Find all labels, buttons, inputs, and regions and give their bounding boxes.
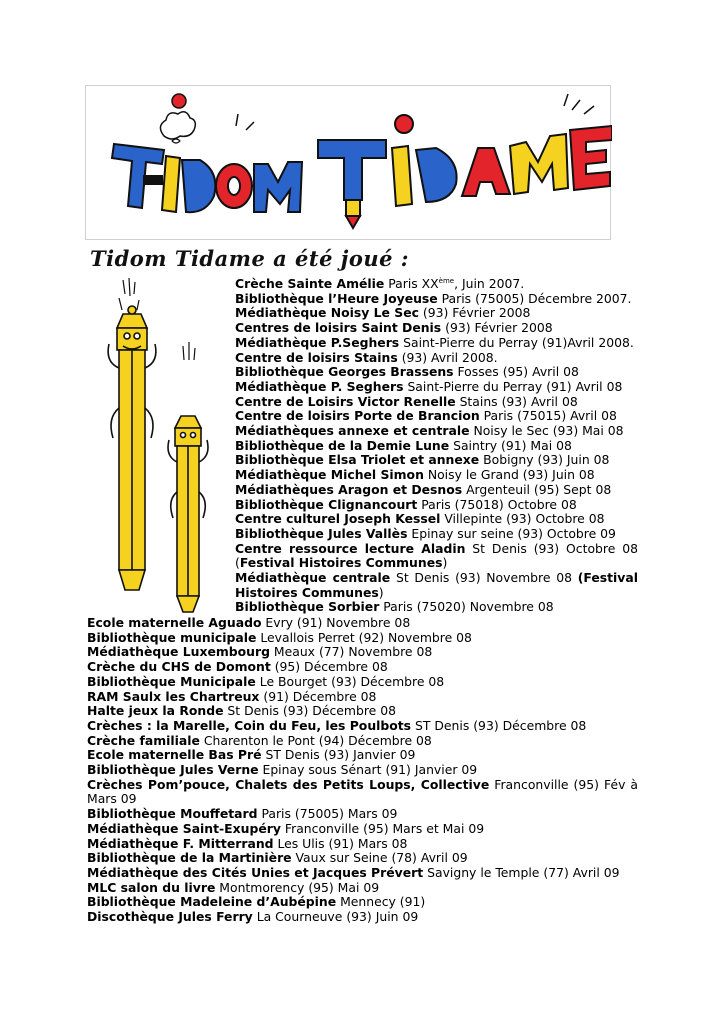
venue-name: Médiathèque Luxembourg <box>87 644 270 660</box>
list-item <box>87 675 638 690</box>
list-item <box>235 409 638 424</box>
venue-details: (93) Février 2008 <box>441 320 553 336</box>
list-item <box>87 807 638 822</box>
list-item <box>235 351 638 366</box>
venue-name: Bibliothèque Jules Vallès <box>235 525 408 541</box>
letter-a-2 <box>462 148 510 196</box>
tall-pencil-character-icon <box>108 306 156 590</box>
letter-m-1 <box>254 162 302 212</box>
venue-name: Bibliothèque Madeleine d’Aubépine <box>87 894 337 910</box>
venue-details: (95) Décembre 08 <box>270 659 388 675</box>
venue-name: Médiathèque F. Mitterrand <box>87 835 274 851</box>
pencil-body-icon <box>346 200 360 216</box>
venue-details: Noisy le Sec (93) Mai 08 <box>469 423 624 439</box>
venue-name: Halte jeux la Ronde <box>87 703 224 719</box>
venue-name: Ecole maternelle Aguado <box>87 615 262 630</box>
venue-name: Centre de Loisirs Victor Renelle <box>235 393 456 409</box>
list-item <box>235 498 638 513</box>
list-item: Crèche Sainte Amélie Paris XXème, Juin 2007. <box>235 276 525 291</box>
venue-name: Centre de loisirs Porte de Brancion <box>235 408 480 424</box>
list-item <box>87 645 638 660</box>
venue-name: Bibliothèque de la Martinière <box>87 850 292 866</box>
venue-name: Médiathèque Noisy Le Sec <box>235 305 419 321</box>
list-item <box>87 704 638 719</box>
venue-details: La Courneuve (93) Juin 09 <box>252 909 419 925</box>
venue-name: Médiathèques annexe et centrale <box>235 423 470 439</box>
venue-details: Paris (75005) Mars 09 <box>257 806 398 822</box>
list-item <box>87 866 638 881</box>
list-item: Médiathèque centrale St Denis (93) Novembre 08 (Festival Histoires Communes) <box>235 570 638 600</box>
list-item <box>87 881 638 896</box>
list-item <box>235 439 638 454</box>
venue-details: Paris (75015) Avril 08 <box>479 408 617 424</box>
venue-list-right-items <box>235 292 638 542</box>
letter-t-2 <box>318 140 386 200</box>
list-item <box>235 380 638 395</box>
list-item <box>87 778 638 807</box>
venue-name: Bibliothèque de la Demie Lune <box>235 437 450 453</box>
venue-name: Crèche familiale <box>87 732 200 748</box>
venue-details: Epinay sous Sénart (91) Janvier 09 <box>258 762 478 778</box>
venue-name: Crèches : la Marelle, Coin du Feu, les Poulbots <box>87 717 412 733</box>
logo-word-2 <box>318 115 612 228</box>
list-item <box>235 453 638 468</box>
venue-details: Vaux sur Seine (78) Avril 09 <box>291 850 468 866</box>
venue-details: Saintry (91) Mai 08 <box>449 437 572 453</box>
list-item <box>235 468 638 483</box>
list-item <box>87 631 638 646</box>
venue-details: (93) Février 2008 <box>418 305 531 321</box>
logo-word-1 <box>112 144 302 212</box>
venue-name: Centre culturel Joseph Kessel <box>235 511 441 527</box>
venue-details: Saint-Pierre du Perray (91) Avril 08 <box>403 378 623 394</box>
list-item: Bibliothèque Sorbier Paris (75020) Novembre 08 <box>235 599 554 615</box>
venue-name: Centres de loisirs Saint Denis <box>235 320 442 336</box>
venue-details: Savigny le Temple (77) Avril 09 <box>423 864 620 880</box>
list-item <box>87 616 638 631</box>
list-item <box>235 424 638 439</box>
short-pencil-character-icon <box>168 416 208 612</box>
smoke-cloud-icon <box>160 112 195 139</box>
venue-name: Médiathèques Aragon et Desnos <box>235 481 463 497</box>
venue-details: Fosses (95) Avril 08 <box>453 364 579 380</box>
list-item <box>235 483 638 498</box>
letter-e-2 <box>570 126 612 190</box>
letter-m-2 <box>510 134 568 194</box>
list-item <box>235 365 638 380</box>
venue-name: Bibliothèque Georges Brassens <box>235 364 454 380</box>
venue-name: Médiathèque P. Seghers <box>235 378 404 394</box>
motion-lines <box>236 94 594 130</box>
venue-list-right <box>235 277 638 615</box>
list-item <box>87 910 638 925</box>
list-item <box>235 336 638 351</box>
venue-name: Bibliothèque Mouffetard <box>87 806 258 822</box>
venue-details: Les Ulis (91) Mars 08 <box>273 835 408 851</box>
venue-details: Epinay sur seine (93) Octobre 09 <box>407 525 616 541</box>
list-item <box>87 822 638 837</box>
venue-name: Bibliothèque Elsa Triolet et annexe <box>235 452 480 468</box>
venue-details: (91) Décembre 08 <box>259 688 377 704</box>
list-item <box>87 734 638 749</box>
venue-name: Centre de loisirs Stains <box>235 349 398 365</box>
list-item <box>235 292 638 307</box>
list-item <box>235 512 638 527</box>
venue-details: Franconville (95) Fév à Mars 09 <box>87 776 638 807</box>
venue-details: Stains (93) Avril 08 <box>455 393 578 409</box>
venue-name: Crèches Pom’pouce, Chalets des Petits Loups, Collective <box>87 776 490 792</box>
list-item <box>87 837 638 852</box>
list-item <box>235 527 638 542</box>
letter-d-1 <box>182 160 215 212</box>
venue-details: Meaux (77) Novembre 08 <box>269 644 433 660</box>
venue-name: MLC salon du livre <box>87 879 216 895</box>
red-ball-icon-2 <box>395 115 413 133</box>
venue-name: Crèche du CHS de Domont <box>87 659 271 675</box>
venue-details: Noisy le Grand (93) Juin 08 <box>423 467 595 483</box>
venue-details: Villepinte (93) Octobre 08 <box>440 511 605 527</box>
venue-details: Argenteuil (95) Sept 08 <box>462 481 612 497</box>
venue-details: Charenton le Pont (94) Décembre 08 <box>199 732 432 748</box>
list-item <box>87 851 638 866</box>
venue-details: ST Denis (93) Décembre 08 <box>411 717 587 733</box>
venue-name: RAM Saulx les Chartreux <box>87 688 260 704</box>
venue-name: Médiathèque Saint-Exupéry <box>87 820 281 836</box>
venue-name: Discothèque Jules Ferry <box>87 909 253 925</box>
list-item <box>235 395 638 410</box>
pencil-characters-illustration <box>105 278 230 622</box>
red-ball-icon <box>172 94 186 108</box>
venue-details: Paris (75005) Décembre 2007. <box>437 290 632 306</box>
letter-i-2 <box>392 146 412 206</box>
venue-list-full <box>87 616 638 925</box>
venue-details: Le Bourget (93) Décembre 08 <box>255 673 445 689</box>
list-item <box>87 660 638 675</box>
list-item <box>87 719 638 734</box>
list-item <box>87 690 638 705</box>
list-item <box>87 763 638 778</box>
venue-details: ST Denis (93) Janvier 09 <box>261 747 416 763</box>
venue-details: Paris (75018) Octobre 08 <box>417 496 577 512</box>
letter-d-2 <box>416 148 457 202</box>
venue-name: Bibliothèque municipale <box>87 629 257 645</box>
list-item <box>87 748 638 763</box>
venue-details: Evry (91) Novembre 08 <box>261 615 411 630</box>
list-item <box>235 321 638 336</box>
tidom-tidame-logo <box>86 86 612 241</box>
venue-name: Médiathèque des Cités Unies et Jacques Prévert <box>87 864 424 880</box>
logo-banner <box>85 85 611 240</box>
venue-details: Saint-Pierre du Perray (91)Avril 2008. <box>399 334 634 350</box>
venue-details: Montmorency (95) Mai 09 <box>215 879 380 895</box>
venue-details: St Denis (93) Décembre 08 <box>223 703 396 719</box>
venue-details: Levallois Perret (92) Novembre 08 <box>256 629 472 645</box>
list-item <box>87 895 638 910</box>
venue-name: Médiathèque P.Seghers <box>235 334 400 350</box>
venue-details: (93) Avril 2008. <box>397 349 498 365</box>
list-item <box>235 306 638 321</box>
list-item: Centre ressource lecture Aladin St Denis (93) Octobre 08 (Festival Histoires Communes) <box>235 540 638 571</box>
venue-name: Bibliothèque Municipale <box>87 673 256 689</box>
venue-name: Bibliothèque Clignancourt <box>235 496 418 512</box>
venue-name: Bibliothèque l’Heure Joyeuse <box>235 290 438 306</box>
venue-name: Médiathèque Michel Simon <box>235 467 424 483</box>
venue-details: Mennecy (91) <box>336 894 426 910</box>
venue-name: Bibliothèque Jules Verne <box>87 762 259 778</box>
venue-details: Bobigny (93) Juin 08 <box>479 452 610 468</box>
page-heading: Tidom Tidame a été joué : <box>90 246 410 271</box>
letter-i-1 <box>162 156 180 212</box>
venue-details: Franconville (95) Mars et Mai 09 <box>280 820 485 836</box>
venue-name: Ecole maternelle Bas Pré <box>87 747 262 763</box>
